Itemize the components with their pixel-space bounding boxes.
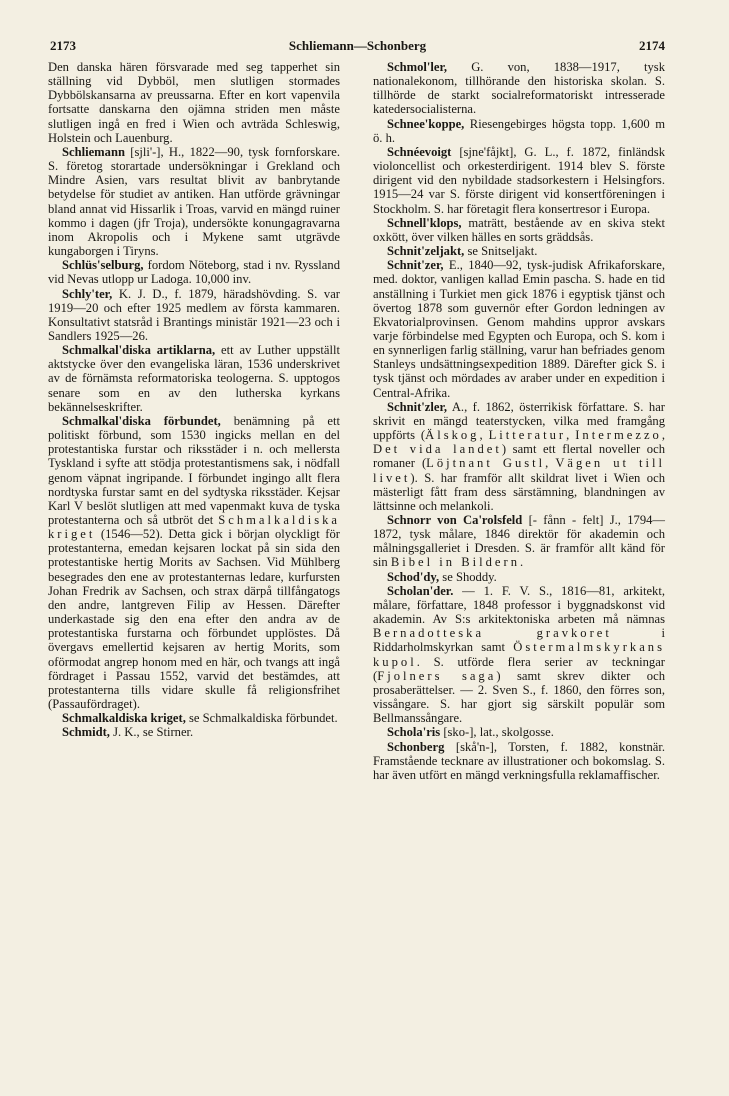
entry-schnitzeljakt [373,244,665,258]
entry-text: [- fånn - felt] J., 1794—1872, tysk målare, 1846 direktör för akademin och målningsgalleriet i Dresden. S. är framför allt känd för sin [373,513,666,570]
spaced-title: Östermalmskyrkans kupol [373,640,665,669]
entry-text: ). S. har framför allt skildrat livet i Wien och mästerligt fått fram dess särstämning, blandningen av lättsinne och melankoli. [373,470,665,513]
entry-text: [sko-], lat., skolgosse. [440,725,554,740]
entry-text: Riesengebirges högsta topp. 1,600 m ö. h. [373,116,665,145]
page-number-left: 2173 [50,38,76,53]
entry-text: — 1. F. V. S., 1816—81, arkitekt, målare, författare, 1848 professor i byggnadskonst vid akademin. Av S:s arkitektoniska arbeten må nämnas [373,583,665,627]
entry-text: . S. utförde flera serier av teckningar ( [373,654,665,683]
entry-text: (1546—52). Detta gick i början olyckligt för protestanterna, emedan kejsaren lockat på sin sida den protestantiske hertig Morits av Sachsen. Vid Mühlberg besegrades den ene av protestanternas ledare, kurfursten Johan Fredrik av Sachsen, och strax därpå tillfångatogs den andre, lantgreven Filip av Hessen. Därefter underkastade sig den ena efter den andra av de protestantiska furstarna och förbundet upplöstes. Då övergavs emellertid kejsaren av hertig Morits, som oförmodat angrep honom med en här, och tvangs att ingå fördraget i Passau 1552, varvid det bestämdes, att protestanterna tills vidare skulle få religionsfrihet (Passaufördraget). [48,527,340,712]
headword: Scholan'der. [387,583,454,598]
entry-text: ) samt ett flertal noveller och romaner ( [373,442,665,471]
headword: Schly'ter, [62,286,113,301]
entry-text: G. von, 1838—1917, tysk nationalekonom, tillhörande den historiska skolan. S. tillhörde de starkt socialreformatoriskt intresserade katedersocialisterna. [373,60,665,117]
headword: Schnéevoigt [387,144,452,159]
entry-schnorr [373,513,665,570]
entry-schlusselburg [48,258,340,286]
spaced-term: Schmalkaldiska kriget [48,513,340,542]
headword: Schmidt, [62,725,110,740]
entry-schnitzer [373,258,665,400]
headword: Schnee'koppe, [387,116,465,131]
entry-text: [skå'n-], Torsten, f. 1882, konstnär. Framstående tecknare av illustrationer och bokomslag. S. har även utfört en mängd verkningsfulla reklamaffischer. [373,739,665,782]
headword: Schnit'zer, [387,258,444,273]
entry-text: , [661,428,665,443]
continued-entry: Den danska hären försvarade med seg tapperhet sin ställning vid Dybböl, men slutligen stormades Dybbölskansarna av preussarna. Efter en kort vapenvila fortsatte danskarna den ojämna striden men måste slutligen ingå en fred i Wien och avträda Schleswig, Holstein och Lauenburg. [48,60,340,145]
headword: Schnit'zler, [387,399,448,414]
entry-text: E., 1840—92, tysk-judisk Afrikaforskare, med. doktor, vanligen kallad Emin pascha. S. hade en tid anställning i Turkiet men gick 1876 i egyptisk tjänst och övertog 1878 som guvernör efter Gordon ledningen av Ekvatorialprovinsen. Genom mahdins uppror avskars varje förbindelse med Egypten och Europa, och S. kom i en synnerligen farlig ställning, varur han befriades genom Stanleys undsättningsexpedition 1889. Därefter gick S. i tysk tjänst och mördades av araber under en expedition i Central-Afrika. [373,258,665,400]
entry-scholaris [373,725,665,739]
entry-schmalkaldiska-kriget [48,711,340,725]
headword: Schmalkal'diska artiklarna, [62,343,216,358]
entry-schoddy [373,570,665,584]
headword: Schonberg [387,739,445,754]
headword: Schod'dy, [387,569,440,584]
entry-text: , [479,428,489,443]
entry-text: ) samt skrev dikter och prosaberättelser. — 2. Sven S., f. 1860, den förres son, vissångare. S. har gjort sig särskilt populär som Bellmanssångare. [373,668,665,726]
entry-text: i Riddarholmskyrkan samt [373,626,665,655]
headword: Schnell'klops, [387,215,462,230]
entry-schmidt [48,725,340,739]
headword: Schliemann [62,144,125,159]
spaced-title: Löjtnant Gustl [426,456,546,471]
entry-text: se Snitseljakt. [464,244,538,259]
entry-text: , [566,428,576,443]
entry-schnellklops [373,216,665,244]
entry-text: ett av Luther uppställt aktstycke över den evangeliska läran, 1536 underskrivet av de förnämsta reformatoriska teologerna. S. upptogos senare som en av den lutherska kyrkans bekännelseskrifter. [48,343,340,414]
page-number-right: 2174 [639,38,665,53]
spaced-title: Bernadotteska gravkoret [373,626,612,641]
entry-schmalkaldiska-artiklarna [48,343,340,414]
entry-scholander [373,584,665,726]
entry-schneekoppe [373,117,665,145]
entry-schnitzler [373,400,665,513]
entry-text: fordom Nöteborg, stad i nv. Ryssland vid Nevas utlopp ur Ladoga. 10,000 inv. [48,258,340,287]
spaced-title: Litteratur [488,428,567,443]
entry-schmoller [373,60,665,117]
headword: Schnorr von Ca'rolsfeld [387,513,523,527]
entry-text: se Schmalkaldiska förbundet. [185,711,338,726]
entry-text: J. K., se Stirner. [109,725,194,740]
running-title: Schliemann—Schonberg [288,38,427,53]
headword: Schmalkal'diska förbundet, [62,413,221,428]
entry-schmalkaldiska-forbundet [48,414,340,711]
spaced-title: Fjolners saga [377,668,497,683]
headword: Schlüs'selburg, [62,258,144,273]
spaced-title: Vägen ut till livet [373,456,666,485]
headword: Schmalkaldiska kriget, [62,711,186,726]
entry-text: maträtt, bestående av en skiva stekt oxkött, över vilken hälles en sorts gräddsås. [373,215,665,244]
entry-schonberg [373,740,665,782]
entry-text: benämning på ett politiskt förbund, som 1530 ingicks mellan en del protestantiska furstar och riksstäder i n. och mellersta Tyskland i syfte att stödja protestantismens sak, i nödfall genom väpnat ingripande. I förbundet ingingo allt flera nordtyska furstar samt en del sydtyska riksstäder. Kejsar Karl V beslöt slutligen att med vapenmakt kuva de tyska protestanterna och så utbröt det [48,413,340,527]
right-column [373,60,665,782]
entry-schliemann [48,145,340,258]
spaced-title: Intermezzo [575,428,662,443]
spaced-title: Bibel in Bildern [390,555,521,570]
page-header [50,38,665,58]
spaced-title: Älskog [425,428,480,443]
entry-text: K. J. D., f. 1879, häradshövding. S. var 1919—20 och efter 1925 medlem av första kammaren. Konsultativt statsråd i Brantings ministär 1921—23 och i Sandlers 1925—26. [48,286,340,343]
entry-text: [sjne'fåjkt], G. L., f. 1872, finländsk violoncellist och orkesterdirigent. 1914 blev S. förste dirigent vid den nybildade stadsorkestern i Helsingfors. 1915—24 var S. förste dirigent vid konsertföreningen i Stockholm. S. har företagit flera konsertresor i Europa. [373,144,665,216]
entry-text: A., f. 1862, österrikisk författare. S. har skrivit en mängd teaterstycken, vilka med framgång uppförts ( [373,399,665,443]
entry-text: . [520,555,524,570]
entry-text: se Shoddy. [439,569,497,584]
headword: Schmol'ler, [387,60,448,74]
headword: Schola'ris [387,725,441,740]
headword: Schnit'zeljakt, [387,244,465,259]
entry-text: [sjli'-], H., 1822—90, tysk fornforskare. S. företog storartade undersökningar i Grekland och Mindre Asien, vars resultat blivit av banbrytande betydelse för studiet av antiken. Han utförde grävningar bland annat vid Hissarlik i Troas, varvid en mängd ruiner kommo i dagen (jfr Troja), undersökte konungagravarna inom Akropolis och i Mykene samt utgrävde kungaborgen i Tiryns. [48,144,340,259]
entry-text: , [545,456,556,471]
entry-schlyter [48,287,340,344]
left-column [48,60,340,740]
spaced-title: Det vida landet [373,442,502,457]
entry-schneevoigt [373,145,665,216]
